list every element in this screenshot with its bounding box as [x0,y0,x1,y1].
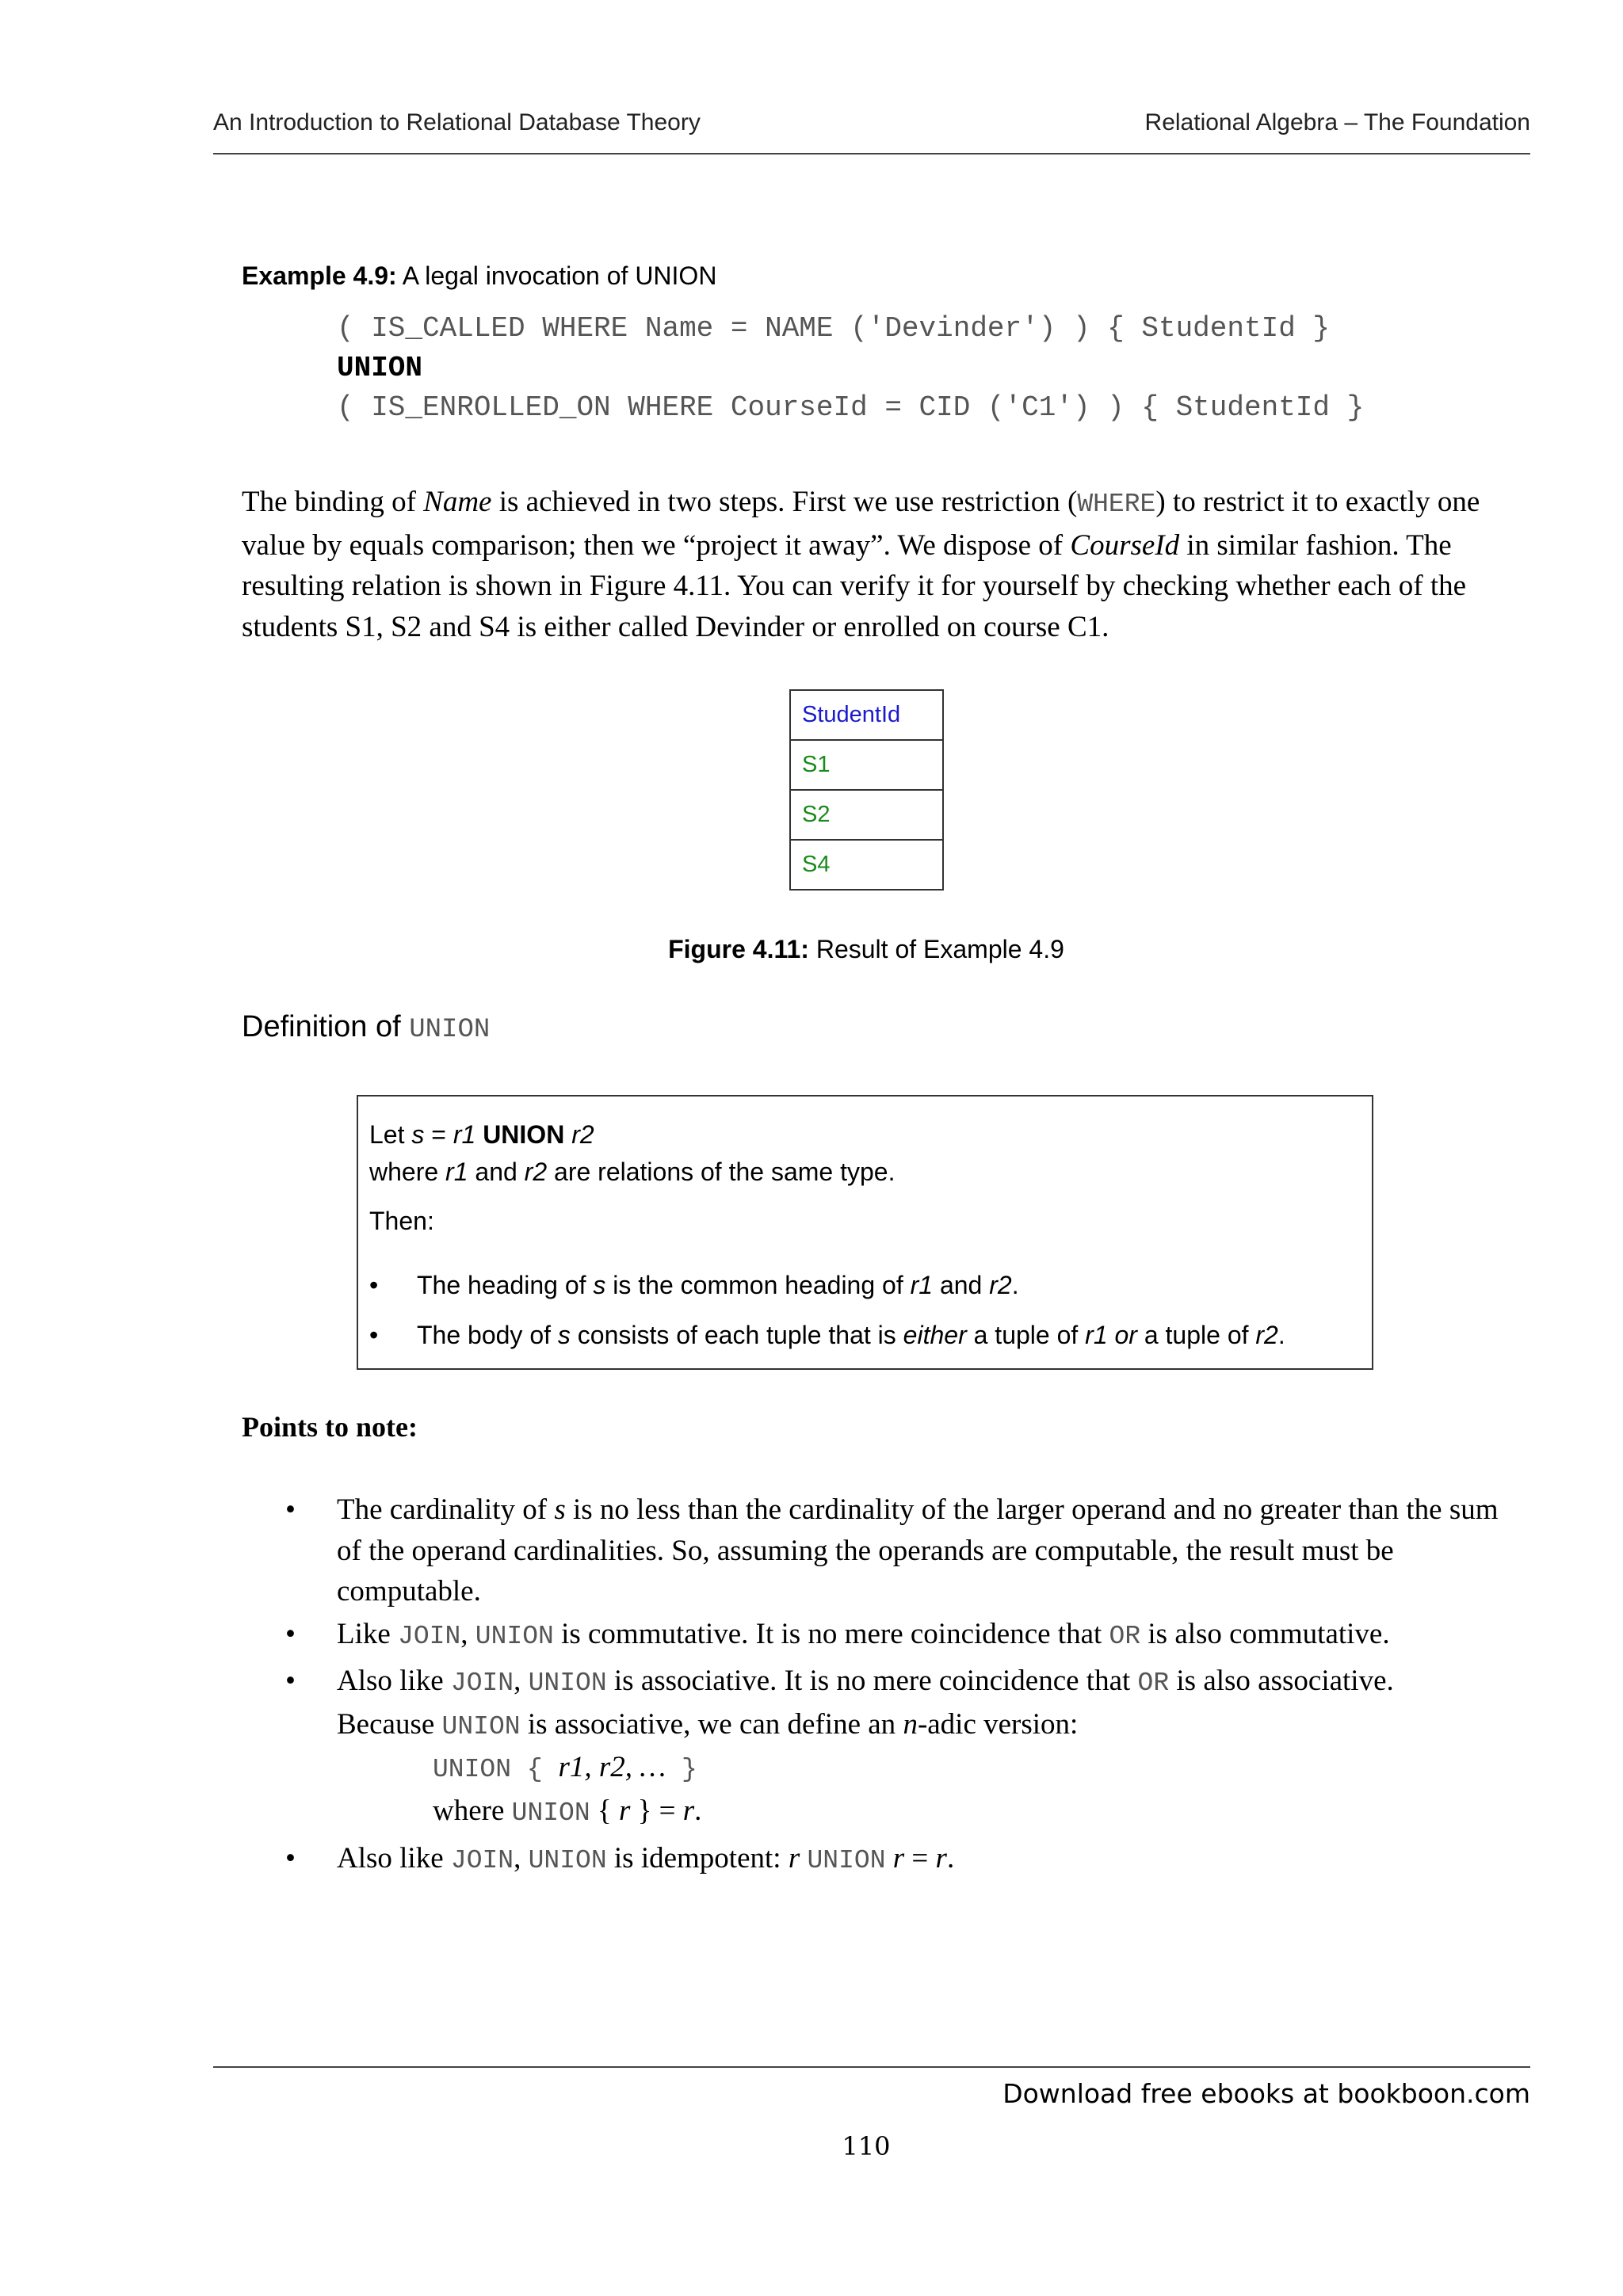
def-text: a tuple of [1136,1321,1256,1349]
point-text: Also like [337,1665,451,1697]
def-text: = [424,1120,453,1149]
code-keyword-union: UNION [337,352,423,384]
code-line-1: ( IS_CALLED WHERE Name = NAME ('Devinder') ) { StudentId } [337,312,1331,345]
def-text: where [369,1158,446,1186]
table-row [790,840,943,890]
def-text: is the common heading of [605,1271,911,1299]
list-item [285,1614,1522,1657]
point-text: is no less than the cardinality of the larger operand and no greater than the sum of the operand cardinalities. So, assuming the operands are computable, the result must be computable. [337,1493,1499,1608]
point-var: n [903,1707,918,1741]
definition-heading [242,1010,490,1045]
def-var: s [557,1321,571,1349]
points-list [285,1489,1522,1882]
def-var: s [593,1271,606,1299]
point-var: r [788,1842,800,1875]
definition-box [357,1095,1373,1370]
definition-heading-code: UNION [409,1015,491,1045]
table-row [790,790,943,840]
point-var: r [892,1842,905,1875]
header-rule [213,153,1530,154]
bullet-icon: • [369,1271,379,1299]
def-text: . [1277,1321,1285,1349]
def-text: The body of [417,1321,558,1349]
definition-bullet-1 [417,1271,1019,1300]
point-code: UNION [441,1711,521,1741]
para-name-term: Name [423,486,492,518]
def-var: r2 [1255,1321,1278,1349]
figure-caption-text: Result of Example 4.9 [808,935,1064,963]
explanation-paragraph [242,482,1510,647]
footer-rule [213,2066,1530,2068]
definition-where-line [369,1158,895,1187]
point-text: . [694,1794,702,1827]
point-text: -adic version: [917,1707,1079,1741]
point-code: UNION [511,1798,590,1828]
def-var: s [411,1120,425,1149]
running-header-left: An Introduction to Relational Database Theory [213,109,701,135]
point-text: is also commutative. [1140,1617,1390,1650]
point-code: UNION [528,1846,607,1875]
def-var: r1 [910,1271,934,1299]
point-text: Also like [337,1842,451,1875]
example-title [242,261,716,291]
table-header-cell: StudentId [790,690,943,740]
definition-heading-text: Definition of [242,1010,410,1043]
para-text: is achieved in two steps. First we use restriction ( [491,486,1078,518]
point-code: } [666,1755,697,1784]
point-text: Like [337,1617,399,1650]
point-code: UNION [807,1846,886,1875]
definition-then-line: Then: [369,1207,434,1235]
point-text: } = [630,1794,683,1827]
point-var: s [554,1493,566,1526]
point-text: , [460,1617,475,1650]
definition-let-line [369,1120,594,1150]
point-var: r1, r2, … [558,1751,666,1783]
point-text: Because [337,1707,442,1741]
point-text: , [514,1842,529,1875]
para-text: ) to restrict it to exactly one value by equals comparison; then we “project it away”. We dispose of [242,486,1480,562]
figure-label: Figure 4.11: [668,935,809,963]
point-var: r [618,1794,631,1827]
def-text: a tuple of [966,1321,1086,1349]
para-where-code: WHERE [1077,490,1156,519]
point-code: OR [1137,1669,1170,1698]
definition-bullet-2 [417,1321,1285,1350]
point-code: UNION { [433,1755,559,1784]
def-text: The heading of [417,1271,594,1299]
example-label: Example 4.9: [242,261,397,290]
list-item [285,1489,1522,1612]
para-text: The binding of [242,486,424,518]
point-text: = [904,1842,936,1875]
point-code: UNION [475,1621,554,1651]
point-var: r [682,1794,695,1827]
result-relation-table [789,689,944,891]
point-code: JOIN [450,1669,514,1698]
bullet-icon: • [285,1493,296,1526]
code-line-3: ( IS_ENROLLED_ON WHERE CourseId = CID ('C1') ) { StudentId } [337,391,1365,424]
table-row [790,740,943,790]
def-text: and [468,1158,525,1186]
point-code: UNION [528,1669,607,1698]
def-var: r2 [524,1158,548,1186]
def-emph: either [903,1321,967,1349]
running-header-right: Relational Algebra – The Foundation [1144,109,1530,135]
point-text: . [946,1842,955,1875]
point-text: is also associative. [1169,1665,1394,1697]
point-text: is commutative. It is no mere coincidence that [553,1617,1109,1650]
table-header-row [790,690,943,740]
table-cell: S2 [790,790,943,840]
def-text: are relations of the same type. [547,1158,896,1186]
list-item [285,1838,1522,1882]
page-number: 110 [842,2131,891,2161]
bullet-icon: • [369,1321,379,1349]
def-text: and [933,1271,990,1299]
def-var: r2 [571,1120,594,1149]
figure-caption [0,935,1623,964]
point-text: where [433,1794,512,1827]
point-var: r [935,1842,947,1875]
point-text: { [590,1794,619,1827]
point-text: The cardinality of [337,1493,555,1526]
table-cell: S4 [790,840,943,890]
def-keyword: UNION [483,1120,565,1149]
def-text: Let [369,1120,412,1149]
def-text: consists of each tuple that is [570,1321,903,1349]
example-caption: A legal invocation of UNION [396,261,717,290]
point-code: JOIN [450,1846,514,1875]
bullet-icon: • [285,1617,296,1650]
point-text: is associative. It is no mere coincidence that [606,1665,1138,1697]
point-text: is idempotent: [606,1842,789,1875]
bullet-icon: • [285,1842,296,1875]
point-code: JOIN [398,1621,461,1651]
def-var: r1 [453,1120,476,1149]
def-emph: or [1114,1321,1137,1349]
point-code: OR [1109,1621,1141,1651]
def-var: r2 [989,1271,1012,1299]
para-text: in similar fashion. The resulting relation is shown in Figure 4.11. You can verify it for yourself by checking whether each of the students S1, S2 and S4 is either called Devinder or enrolled on course C1. [242,528,1467,643]
points-heading: Points to note: [242,1411,418,1443]
def-text: . [1011,1271,1019,1299]
table-cell: S1 [790,740,943,790]
point-text: , [514,1665,529,1697]
list-item [285,1661,1522,1833]
def-var: r1 [1085,1321,1108,1349]
def-var: r1 [445,1158,468,1186]
bullet-icon: • [285,1665,296,1697]
para-courseid-term: CourseId [1070,528,1180,562]
point-text: is associative, we can define an [520,1707,903,1741]
footer-download-link[interactable]: Download free ebooks at bookboon.com [1002,2078,1530,2109]
